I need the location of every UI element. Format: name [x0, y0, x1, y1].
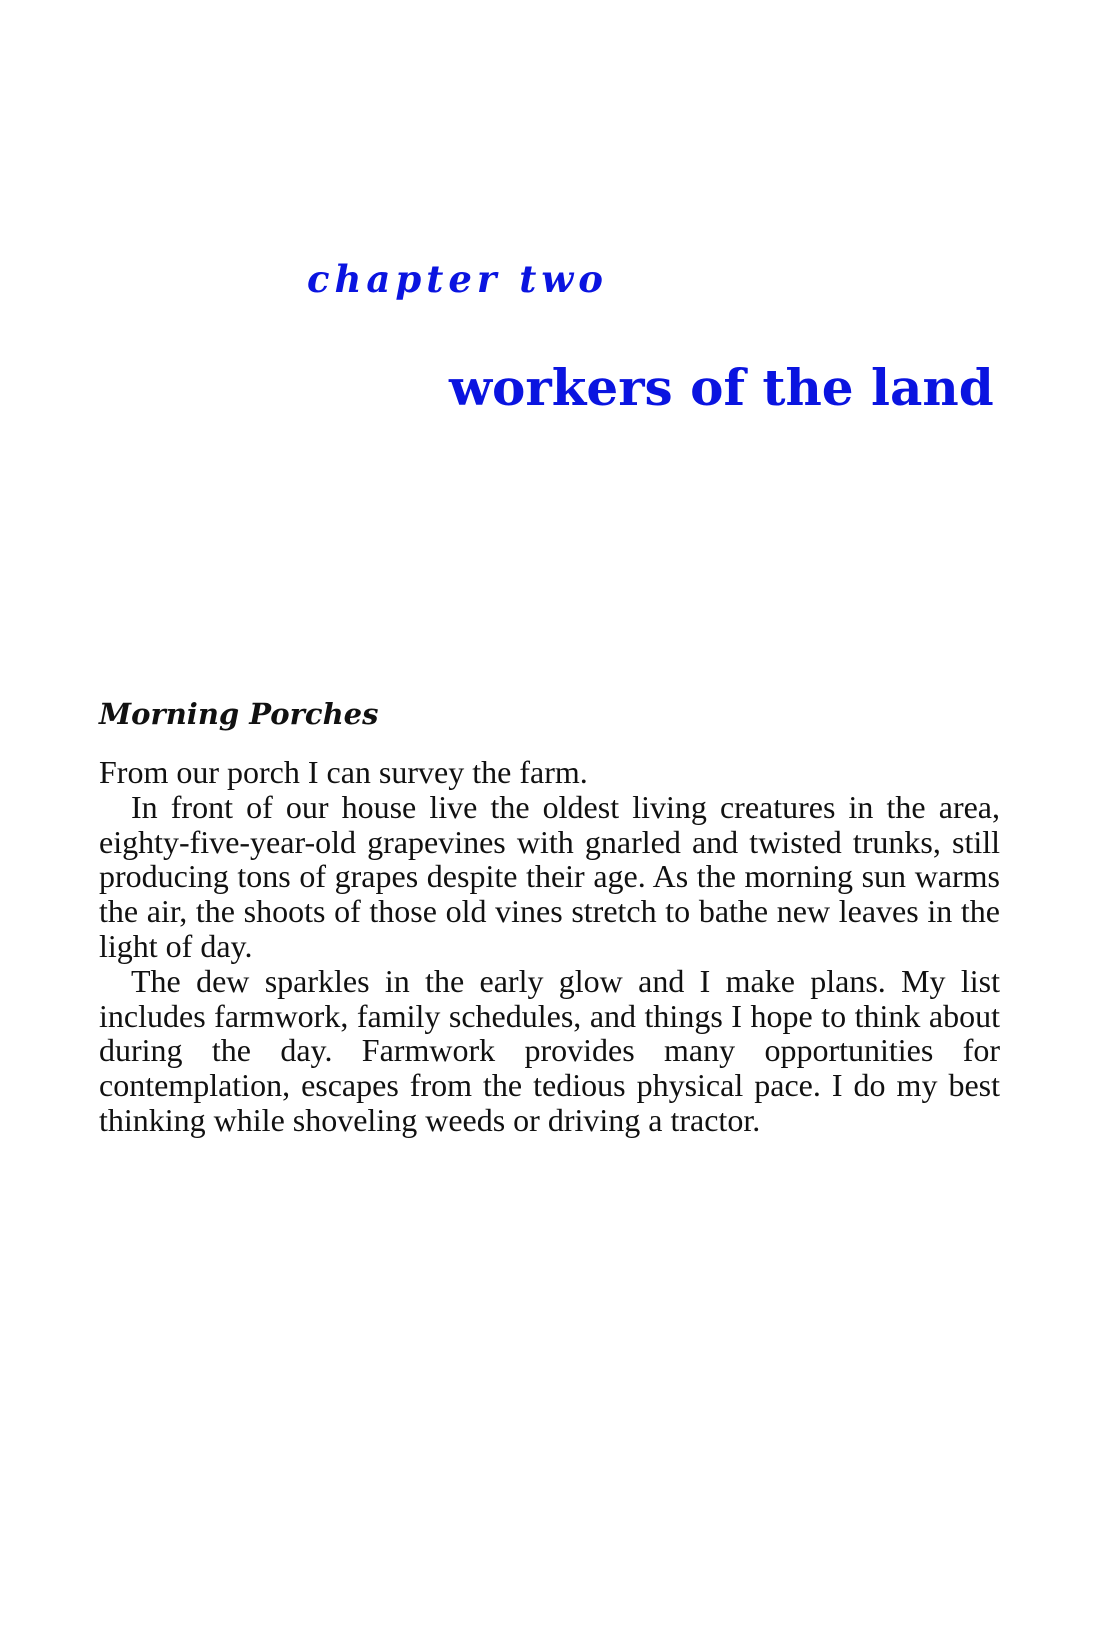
- paragraph-3: The dew sparkles in the early glow and I make plans. My list includes farmwork, family schedules, and things I hope to think about during the day. Farmwork provides many opportunities for contemplation, escapes from the tedious physical pace. I do my best thinking while shoveling weeds or driving a tractor.: [99, 962, 1000, 1138]
- paragraph-1: From our porch I can survey the farm.: [99, 754, 588, 790]
- chapter-title: workers of the land: [449, 358, 994, 417]
- body-text: [99, 755, 1000, 1138]
- paragraph-2: In front of our house live the oldest living creatures in the area, eighty-five-year-old grapevines with gnarled and twisted trunks, still producing tons of grapes despite their age. As the morning sun warms the air, the shoots of those old vines stretch to bathe new leaves in the light of day.: [99, 788, 1000, 964]
- chapter-label: chapter two: [307, 257, 608, 301]
- section-heading: Morning Porches: [99, 697, 379, 731]
